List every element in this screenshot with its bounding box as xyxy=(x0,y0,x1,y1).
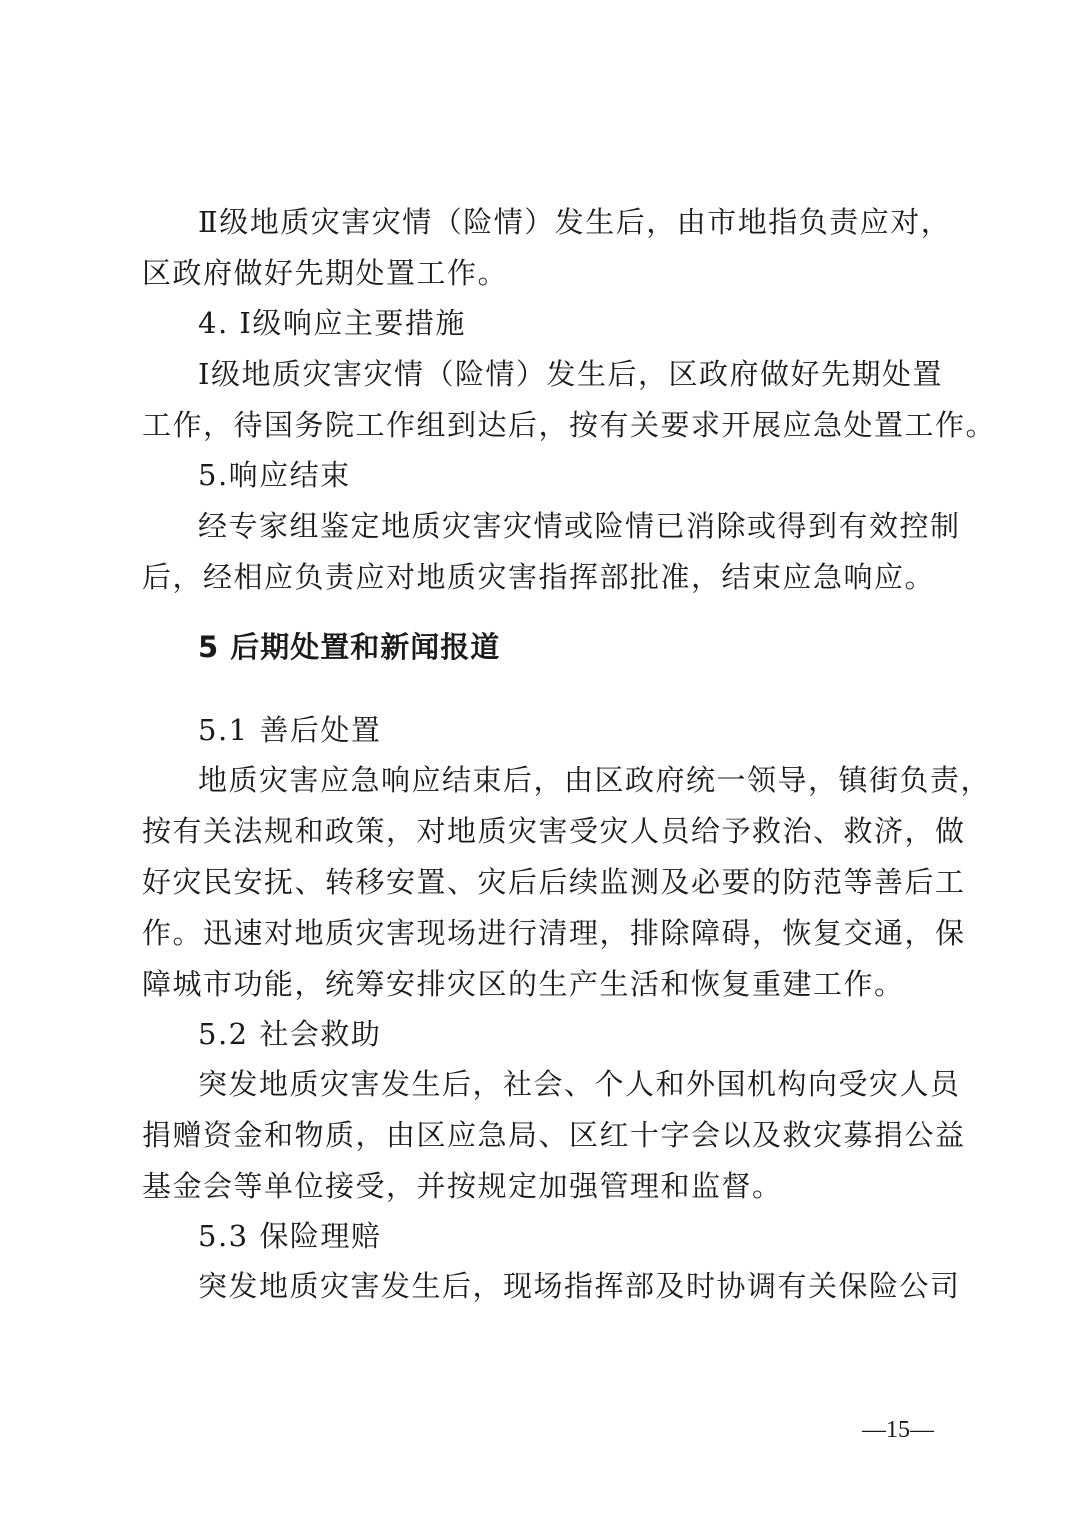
subheading-insurance-claims: 5.3 保险理赔 xyxy=(198,1219,382,1253)
paragraph-social-assistance-line-3: 基金会等单位接受，并按规定加强管理和监督。 xyxy=(142,1169,783,1203)
page-number: —15— xyxy=(862,1417,934,1443)
subheading-social-assistance: 5.2 社会救助 xyxy=(198,1017,382,1051)
subheading-response-end: 5.响应结束 xyxy=(198,458,351,492)
subheading-rehabilitation: 5.1 善后处置 xyxy=(198,713,382,747)
paragraph-rehabilitation-line-5: 障城市功能，统筹安排灾区的生产生活和恢复重建工作。 xyxy=(142,967,905,1001)
paragraph-rehabilitation-line-3: 好灾民安抚、转移安置、灾后后续监测及必要的防范等善后工 xyxy=(142,865,966,899)
paragraph-level1-response-line-1: Ⅰ级地质灾害灾情（险情）发生后，区政府做好先期处置 xyxy=(198,357,943,391)
paragraph-insurance-claims-line-1: 突发地质灾害发生后，现场指挥部及时协调有关保险公司 xyxy=(198,1269,961,1303)
paragraph-level2-response-line-1: Ⅱ级地质灾害灾情（险情）发生后，由市地指负责应对， xyxy=(198,205,952,239)
subheading-level1-measures: 4. Ⅰ级响应主要措施 xyxy=(198,306,466,340)
paragraph-response-end-line-1: 经专家组鉴定地质灾害灾情或险情已消除或得到有效控制 xyxy=(198,509,961,543)
paragraph-level1-response-line-2: 工作，待国务院工作组到达后，按有关要求开展应急处置工作。 xyxy=(142,408,997,442)
paragraph-rehabilitation-line-4: 作。迅速对地质灾害现场进行清理，排除障碍，恢复交通，保 xyxy=(142,916,966,950)
paragraph-social-assistance-line-2: 捐赠资金和物质，由区应急局、区红十字会以及救灾募捐公益 xyxy=(142,1118,966,1152)
paragraph-rehabilitation-line-1: 地质灾害应急响应结束后，由区政府统一领导，镇街负责， xyxy=(198,763,992,797)
paragraph-rehabilitation-line-2: 按有关法规和政策，对地质灾害受灾人员给予救治、救济，做 xyxy=(142,814,966,848)
paragraph-social-assistance-line-1: 突发地质灾害发生后，社会、个人和外国机构向受灾人员 xyxy=(198,1067,961,1101)
paragraph-response-end-line-2: 后，经相应负责应对地质灾害指挥部批准，结束应急响应。 xyxy=(142,560,936,594)
section-heading-aftermath: 5 后期处置和新闻报道 xyxy=(198,630,501,664)
paragraph-level2-response-line-2: 区政府做好先期处置工作。 xyxy=(142,256,509,290)
